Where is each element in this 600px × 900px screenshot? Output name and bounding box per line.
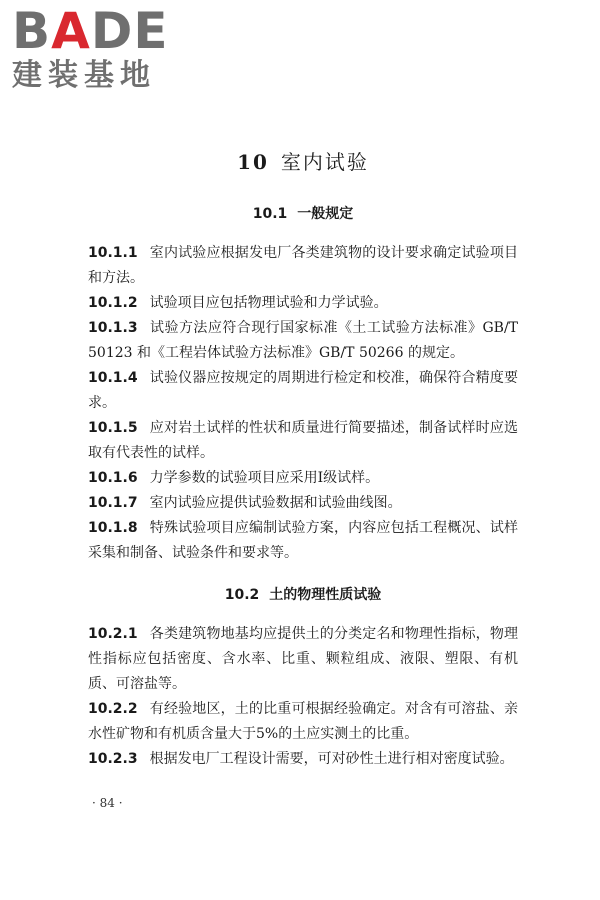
clause-number: 10.1.3 bbox=[88, 320, 138, 336]
clause-number: 10.2.3 bbox=[88, 751, 138, 767]
clause bbox=[88, 416, 518, 466]
chapter-number: 10 bbox=[237, 150, 269, 174]
clause-number: 10.1.8 bbox=[88, 520, 138, 536]
document-body bbox=[88, 146, 518, 772]
clause-text: 试验项目应包括物理试验和力学试验。 bbox=[149, 295, 388, 311]
logo-letter-a: A bbox=[51, 2, 91, 60]
logo-subtitle: 建装基地 bbox=[12, 58, 156, 93]
clause-number: 10.1.6 bbox=[88, 470, 138, 486]
logo-letters-de: DE bbox=[90, 2, 169, 60]
clause-number: 10.2.1 bbox=[88, 626, 138, 642]
logo-wordmark bbox=[12, 2, 180, 60]
clause bbox=[88, 622, 518, 697]
clause-text: 根据发电厂工程设计需要，可对砂性土进行相对密度试验。 bbox=[149, 751, 514, 767]
clause-number: 10.2.2 bbox=[88, 701, 138, 717]
clause-text: 试验方法应符合现行国家标准《土工试验方法标准》GB/T 50123 和《工程岩体试验方法标准》GB/T 50266 的规定。 bbox=[88, 320, 518, 361]
clause-number: 10.1.7 bbox=[88, 495, 138, 511]
chapter-title bbox=[88, 146, 518, 175]
clause-text: 各类建筑物地基均应提供土的分类定名和物理性指标，物理性指标应包括密度、含水率、比重、颗粒组成、液限、塑限、有机质、可溶盐等。 bbox=[88, 626, 518, 692]
clause-text: 室内试验应提供试验数据和试验曲线图。 bbox=[149, 495, 402, 511]
clause-number: 10.1.2 bbox=[88, 295, 138, 311]
page-number: · 84 · bbox=[92, 796, 123, 810]
clause-text: 有经验地区，土的比重可根据经验确定。对含有可溶盐、亲水性矿物和有机质含量大于5%的土应实测土的比重。 bbox=[88, 701, 518, 742]
clause-number: 10.1.5 bbox=[88, 420, 138, 436]
section-number: 10.2 bbox=[224, 587, 260, 603]
clause-number: 10.1.1 bbox=[88, 245, 138, 261]
clause-number: 10.1.4 bbox=[88, 370, 138, 386]
section-number: 10.1 bbox=[252, 206, 288, 222]
clause bbox=[88, 241, 518, 291]
clause bbox=[88, 491, 518, 516]
chapter-title-text: 室内试验 bbox=[280, 150, 369, 174]
logo-letter-b: B bbox=[12, 2, 52, 60]
clause bbox=[88, 366, 518, 416]
clause bbox=[88, 697, 518, 747]
section-title bbox=[88, 584, 518, 604]
clause-text: 特殊试验项目应编制试验方案，内容应包括工程概况、试样采集和制备、试验条件和要求等。 bbox=[88, 520, 518, 561]
section-title-text: 土的物理性质试验 bbox=[269, 587, 382, 603]
section-title-text: 一般规定 bbox=[297, 206, 354, 222]
brand-logo bbox=[12, 2, 180, 94]
clause-text: 试验仪器应按规定的周期进行检定和校准，确保符合精度要求。 bbox=[88, 370, 518, 411]
clause bbox=[88, 516, 518, 566]
clause bbox=[88, 466, 518, 491]
clause-text: 应对岩土试样的性状和质量进行简要描述，制备试样时应选取有代表性的试样。 bbox=[88, 420, 518, 461]
section-title bbox=[88, 203, 518, 223]
clause bbox=[88, 747, 518, 772]
clause-text: 力学参数的试验项目应采用Ⅰ级试样。 bbox=[149, 470, 380, 486]
clause bbox=[88, 316, 518, 366]
clause bbox=[88, 291, 518, 316]
clause-text: 室内试验应根据发电厂各类建筑物的设计要求确定试验项目和方法。 bbox=[88, 245, 518, 286]
